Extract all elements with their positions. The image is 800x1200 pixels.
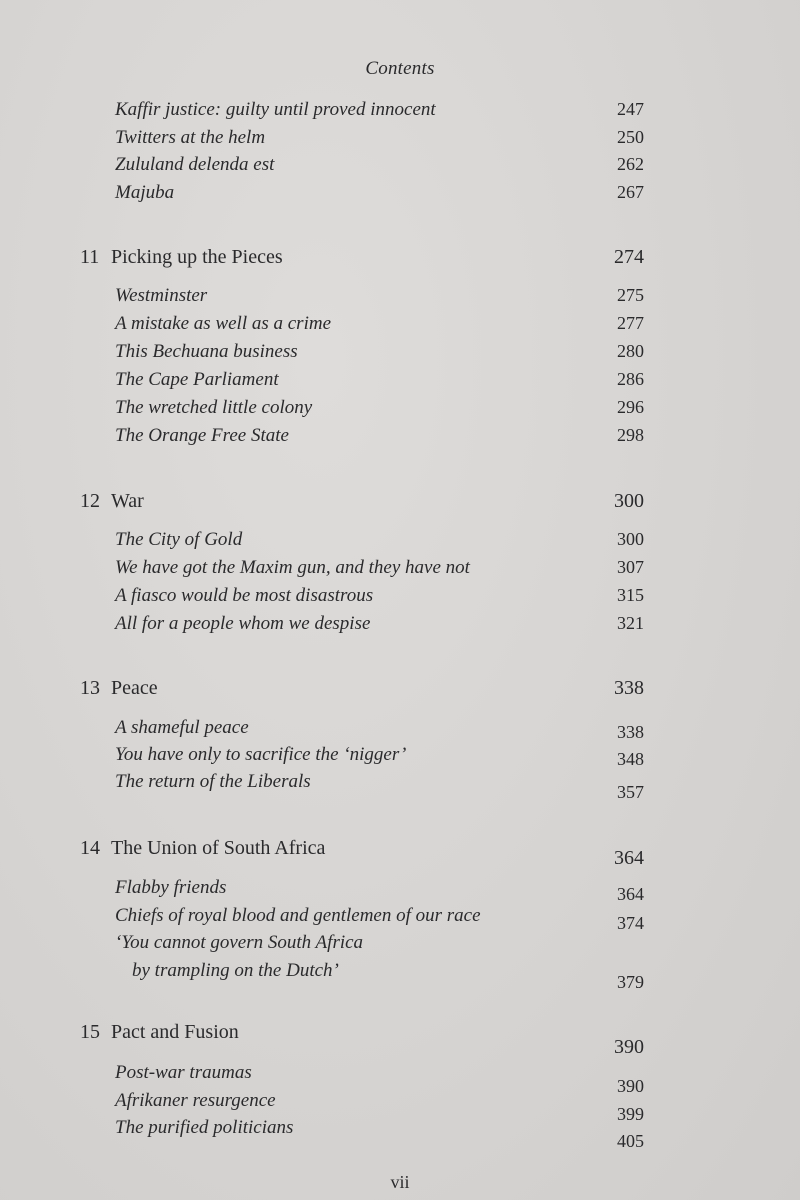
toc-entry [0,529,800,555]
page-number: vii [390,1172,410,1192]
entry-title: A shameful peace [115,717,249,738]
entry-title: The City of Gold [115,529,243,550]
entry-page: 267 [617,182,644,202]
chapter-number: 12 [80,490,100,512]
entry-page: 348 [617,749,644,769]
entry-title: You have only to sacrifice the ‘nigger’ [115,744,407,765]
entry-page: 280 [617,341,644,361]
chapter-number: 13 [80,677,100,699]
entry-title: Afrikaner resurgence [115,1090,276,1111]
entry-page: 338 [617,722,644,742]
entry-title: ‘You cannot govern South Africa [115,932,364,953]
entry-title: The return of the Liberals [115,771,311,792]
entry-title: This Bechuana business [115,341,298,362]
toc-entry [0,285,800,311]
toc-entry [0,771,800,802]
entry-title: Kaffir justice: guilty until proved innocent [115,99,436,120]
entry-page: 405 [617,1131,644,1151]
entry-page: 298 [617,425,644,445]
chapter-title: Peace [111,677,158,699]
toc-entry [0,99,800,125]
entry-title: The Cape Parliament [115,369,279,390]
entry-title: A mistake as well as a crime [115,313,332,334]
entry-title: The Orange Free State [115,425,289,446]
entry-page: 296 [617,397,644,417]
chapter-page: 364 [614,847,644,869]
entry-page: 374 [617,913,644,933]
toc-entry [0,154,800,180]
chapter-page: 390 [614,1036,644,1058]
toc-entry [0,397,800,423]
entry-title: Post-war traumas [115,1062,252,1083]
toc-entry [0,585,800,611]
chapter-title: Pact and Fusion [111,1021,239,1043]
toc-entry [0,182,800,208]
entry-page: 277 [617,313,644,333]
entry-title: The purified politicians [115,1117,294,1138]
entry-title: Westminster [115,285,208,306]
entry-title: Flabby friends [115,877,227,898]
chapter-page: 300 [614,490,644,512]
chapter-page: 338 [614,677,644,699]
entry-title: We have got the Maxim gun, and they have not [115,557,470,578]
chapter-number: 14 [80,837,100,859]
entry-page: 364 [617,884,644,904]
entry-title: All for a people whom we despise [115,613,371,634]
entry-page: 250 [617,127,644,147]
toc-entry [0,1090,800,1124]
entry-title: A fiasco would be most disastrous [115,585,374,606]
toc-entry [0,313,800,339]
entry-page: 357 [617,782,644,802]
toc-entry [0,877,800,903]
toc-entry [0,1117,800,1151]
entry-title: by trampling on the Dutch’ [132,960,339,981]
entry-title: Majuba [115,182,175,203]
chapter-number: 11 [80,246,100,268]
entry-page: 390 [617,1076,644,1096]
toc-entry [0,905,800,931]
toc-entry [0,613,800,639]
entry-title: The wretched little colony [115,397,313,418]
chapter-title: The Union of South Africa [111,837,326,859]
chapter-title: War [111,490,144,512]
entry-page: 315 [617,585,644,605]
toc-entry [0,127,800,153]
toc-entry [0,369,800,395]
toc-entry [0,744,800,770]
entry-page: 307 [617,557,644,577]
toc-entry [0,557,800,583]
toc-entry [0,1062,800,1096]
entry-title: Zululand delenda est [115,154,275,175]
entry-page: 275 [617,285,644,305]
running-header: Contents [365,58,435,79]
chapter-page: 274 [614,246,644,268]
entry-page: 247 [617,99,644,119]
chapter-title: Picking up the Pieces [111,246,283,268]
entry-page: 300 [617,529,644,549]
toc-entry [0,960,800,992]
chapter-number: 15 [80,1021,100,1043]
entry-page: 379 [617,972,644,992]
entry-page: 399 [617,1104,644,1124]
entry-page: 321 [617,613,644,633]
toc-entry [0,932,800,958]
toc-entry [0,425,800,451]
entry-page: 286 [617,369,644,389]
entry-page: 262 [617,154,644,174]
toc-entry [0,341,800,367]
entry-title: Twitters at the helm [115,127,266,148]
entry-title: Chiefs of royal blood and gentlemen of our race [115,905,481,926]
toc-entry [0,717,800,743]
